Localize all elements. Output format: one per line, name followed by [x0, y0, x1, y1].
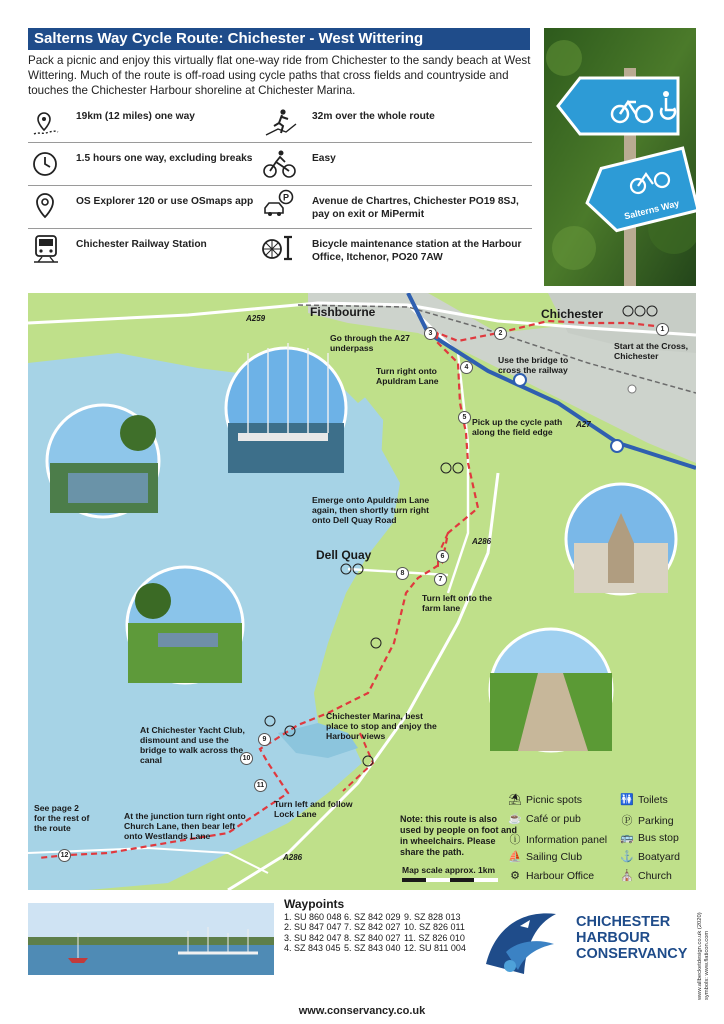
waypoint-item: 3. SU 842 047: [284, 932, 342, 943]
waypoint-marker: 9: [258, 733, 271, 746]
waypoint-marker: 6: [436, 550, 449, 563]
map-canvas: [28, 293, 696, 890]
fact-os-map: OS Explorer 120 or use OSmaps app: [76, 196, 254, 207]
signpost-photo: [544, 28, 696, 286]
photo-reeds: [127, 567, 243, 683]
legend-picnic: ⛱ Picnic spots: [508, 794, 583, 806]
parking-icon: Ⓟ: [621, 815, 633, 827]
intro-text: Pack a picnic and enjoy this virtually flat one-way ride from Chichester to the sandy beach at West Wittering. Much of the route is off-road using cycle paths that cross fields and countryside and touches the Chichester Harbour shoreline at Chichester Marina.: [28, 54, 531, 97]
climber-icon: [264, 107, 298, 137]
sailing-club-icon: ⛵: [508, 851, 522, 863]
annotation-bridge: Use the bridge to cross the railway: [498, 355, 569, 375]
waypoints-title: Waypoints: [284, 897, 345, 911]
picnic-icon: ⛱: [508, 794, 522, 806]
legend-cafe: ☕ Café or pub: [508, 813, 581, 825]
waypoint-marker: 7: [434, 573, 447, 586]
place-fishbourne: Fishbourne: [310, 305, 376, 319]
annotation-farm-lane: Turn left onto the farm lane: [422, 593, 493, 613]
facts-divider: [28, 142, 532, 143]
legend-harbour-office: ⚙ Harbour Office: [508, 869, 594, 882]
annotation-cycle-path: Pick up the cycle path along the field edge: [472, 417, 563, 437]
annotation-marina: Chichester Marina, best place to stop and enjoy the Harbour views: [326, 711, 437, 741]
waypoint-item: 7. SZ 842 027: [344, 922, 401, 933]
church-icon: ⛪: [620, 870, 634, 882]
cyclist-icon: [262, 149, 296, 179]
annotation-yacht-club: At Chichester Yacht Club, dismount and use the bridge to walk across the canal: [140, 725, 245, 765]
road-a286-upper: A286: [472, 537, 492, 546]
info-panel-icon: ⓘ: [509, 834, 521, 846]
waypoint-item: 2. SU 847 047: [284, 922, 342, 933]
cafe-icon: ☕: [508, 813, 522, 825]
legend-sailing: ⛵ Sailing Club: [508, 851, 583, 863]
harbour-photo: [28, 903, 274, 975]
bike-maintenance-icon: [262, 233, 296, 263]
waypoint-item: 10. SZ 826 011: [404, 922, 465, 933]
harbour-office-icon: ⚙: [510, 870, 520, 882]
waypoint-item: 5. SZ 843 040: [344, 943, 401, 954]
road-a286-lower: A286: [283, 853, 303, 862]
waypoint-item: 12. SU 811 004: [404, 943, 466, 954]
map-scale: Map scale approx. 1km: [402, 865, 496, 875]
car-parking-icon: [262, 189, 296, 219]
sharing-note: Note: this route is also used by people on foot and in wheelchairs. Please share the path.: [400, 814, 517, 857]
bus-stop-icon: 🚌: [620, 832, 634, 844]
waypoint-item: 1. SU 860 048: [284, 911, 342, 922]
distance-pin-icon: [30, 108, 64, 138]
svg-text:P: P: [283, 192, 290, 203]
waypoint-marker: 12: [58, 849, 71, 862]
waypoint-item: 8. SZ 840 027: [344, 932, 401, 943]
waypoints-list: [284, 899, 474, 954]
waypoint-marker: 5: [458, 411, 471, 424]
legend-church: ⛪ Church: [620, 870, 672, 882]
waypoint-item: 9. SZ 828 013: [404, 911, 461, 922]
place-chichester: Chichester: [541, 307, 604, 321]
waypoint-marker: 10: [240, 752, 253, 765]
annotation-lock-lane: Turn left and follow Lock Lane: [274, 799, 353, 819]
fact-duration: 1.5 hours one way, excluding breaks: [76, 153, 253, 164]
road-a27: A27: [576, 420, 591, 429]
boatyard-icon: ⚓: [620, 851, 634, 863]
photo-path: [490, 629, 612, 751]
scale-bar: [402, 877, 498, 883]
legend-bus: 🚌 Bus stop: [620, 832, 679, 844]
waypoint-marker: 4: [460, 361, 473, 374]
annotation-emerge: Emerge onto Apuldram Lane again, then shortly turn right onto Dell Quay Road: [312, 495, 430, 525]
annotation-church-lane: At the junction turn right onto Church Lane, then bear left onto Westlands Lane: [124, 811, 246, 841]
fact-railway: Chichester Railway Station: [76, 239, 207, 250]
route-map: [28, 293, 696, 890]
waypoint-item: 6. SZ 842 029: [344, 911, 401, 922]
credit-symbols: symbols: www.flaticon.com: [704, 930, 710, 1000]
legend-boatyard: ⚓ Boatyard: [620, 851, 681, 863]
waypoint-marker: 3: [424, 327, 437, 340]
annotation-apuldram: Turn right onto Apuldram Lane: [376, 366, 439, 386]
train-icon: [30, 234, 64, 264]
legend-info: ⓘ Information panel: [508, 831, 607, 847]
waypoint-item: 4. SZ 843 045: [284, 943, 341, 954]
waypoint-marker: 8: [396, 567, 409, 580]
photo-cross: [566, 484, 676, 594]
annotation-start: Start at the Cross, Chichester: [614, 341, 689, 361]
facts-divider: [28, 228, 532, 229]
facts-divider: [28, 185, 532, 186]
legend-toilets: 🚻 Toilets: [620, 794, 668, 806]
logo-emblem-icon: [476, 904, 572, 980]
map-pin-icon: [30, 191, 64, 221]
clock-icon: [30, 149, 64, 179]
road-a259: A259: [246, 314, 266, 323]
conservancy-logo: [476, 904, 706, 980]
photo-canal: [47, 405, 159, 517]
fact-distance: 19km (12 miles) one way: [76, 111, 195, 122]
fact-maintenance: Bicycle maintenance station at the Harbour Office, Itchenor, PO20 7AW: [312, 239, 522, 263]
route-facts: [28, 105, 532, 273]
waypoint-marker: 2: [494, 327, 507, 340]
legend-parking: Ⓟ Parking: [620, 812, 674, 828]
waypoint-marker: 1: [656, 323, 669, 336]
annotation-underpass: Go through the A27 underpass: [330, 333, 410, 353]
waypoint-marker: 11: [254, 779, 267, 792]
credit-design: www.allbecketdesign.co.uk (2020): [697, 912, 703, 1000]
logo-wordmark: CHICHESTER HARBOUR CONSERVANCY: [576, 914, 688, 962]
place-dell-quay: Dell Quay: [316, 548, 372, 562]
sign-text: Salterns Way: [623, 198, 681, 222]
annotation-page2: See page 2 for the rest of the route: [34, 803, 90, 833]
fact-parking: Avenue de Chartres, Chichester PO19 8SJ, pay on exit or MiPermit: [312, 196, 519, 220]
toilets-icon: 🚻: [620, 794, 634, 806]
footer-website: www.conservancy.co.uk: [298, 1005, 426, 1017]
waypoint-item: 11. SZ 826 010: [404, 932, 465, 943]
page-title: Salterns Way Cycle Route: Chichester - West Wittering: [28, 28, 530, 50]
design-credits: [697, 880, 711, 1000]
fact-difficulty: Easy: [312, 153, 336, 164]
fact-elevation: 32m over the whole route: [312, 111, 435, 122]
